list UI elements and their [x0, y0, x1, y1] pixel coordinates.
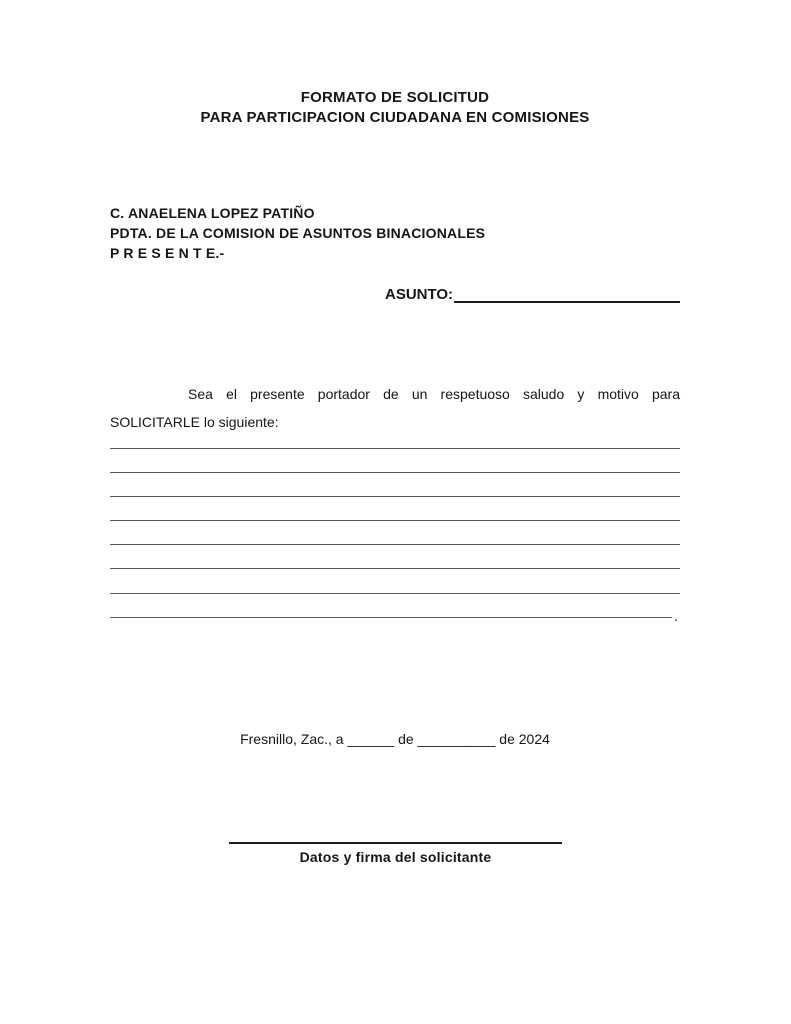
document-title	[55, 88, 735, 128]
answer-line	[110, 544, 680, 545]
body-line-2: SOLICITARLE lo siguiente:	[110, 414, 279, 430]
title-line-2: PARA PARTICIPACION CIUDADANA EN COMISIONES	[200, 109, 590, 126]
title-line-1: FORMATO DE SOLICITUD	[300, 89, 490, 106]
answer-line	[110, 472, 680, 473]
answer-line	[110, 593, 680, 594]
answer-line	[110, 617, 672, 618]
letter-body	[110, 380, 680, 436]
date-line: Fresnillo, Zac., a ______ de __________ de 2024	[240, 731, 550, 747]
answer-lines-terminator: .	[674, 608, 678, 624]
signature-label: Datos y firma del solicitante	[299, 849, 492, 865]
subject-row	[385, 286, 680, 303]
answer-line	[110, 448, 680, 449]
subject-blank-line	[454, 286, 680, 303]
addressee-salutation: P R E S E N T E.-	[110, 245, 225, 261]
answer-lines	[110, 448, 680, 624]
signature-block	[229, 842, 562, 865]
answer-line	[110, 496, 680, 497]
answer-line	[110, 568, 680, 569]
answer-line	[110, 520, 680, 521]
subject-label: ASUNTO:	[385, 286, 454, 303]
addressee-name: C. ANAELENA LOPEZ PATIÑO	[110, 205, 315, 221]
signature-rule	[229, 842, 562, 844]
body-line-1: Sea el presente portador de un respetuoso saludo y motivo para	[188, 386, 680, 402]
addressee-title: PDTA. DE LA COMISION DE ASUNTOS BINACIONALES	[110, 225, 486, 241]
addressee-block	[110, 203, 485, 263]
